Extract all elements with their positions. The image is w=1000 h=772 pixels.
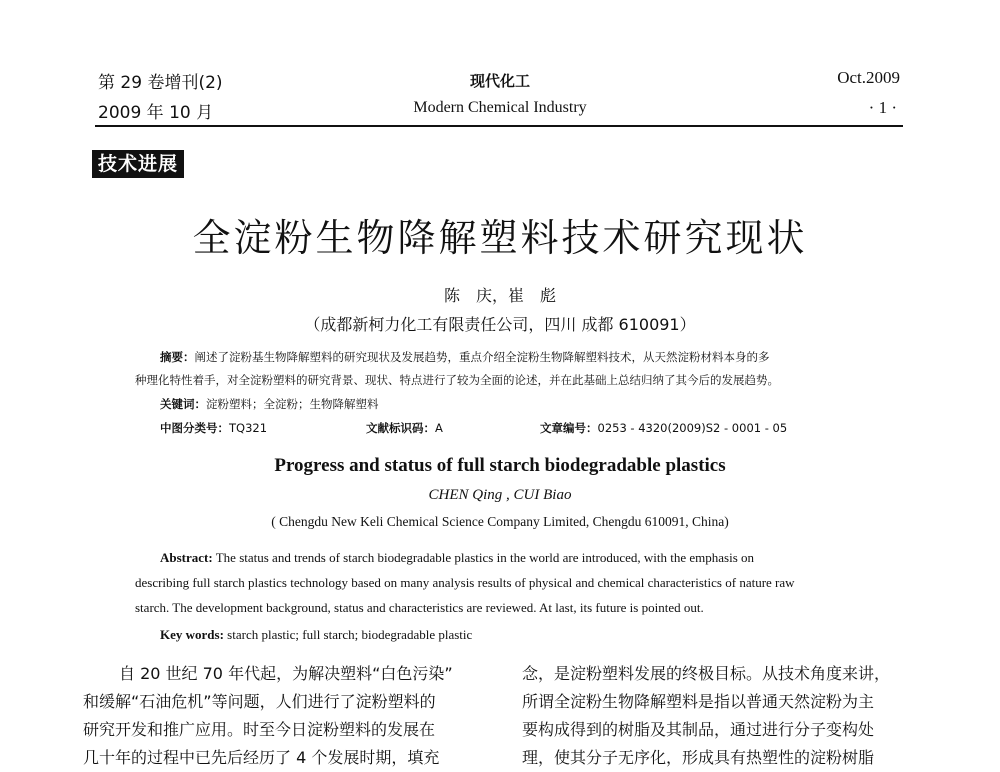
authors-cn: 陈 庆，崔 彪	[443, 286, 556, 305]
abstract-en-line1	[160, 550, 754, 566]
abstract-en-label: Abstract:	[160, 550, 213, 565]
paper-title-cn: 全淀粉生物降解塑料技术研究现状	[192, 216, 808, 260]
keywords-cn-value: 淀粉塑料；全淀粉；生物降解塑料	[206, 397, 379, 411]
body-left-line: 和缓解“石油危机”等问题，人们进行了淀粉塑料的	[83, 692, 436, 711]
abstract-cn-line1	[160, 349, 880, 365]
keywords-cn	[160, 396, 379, 412]
document-code	[366, 420, 443, 436]
authors-en: CHEN Qing , CUI Biao	[428, 487, 572, 503]
journal-date: 2009 年 10 月	[98, 103, 214, 123]
body-right-line: 要构成得到的树脂及其制品，通过进行分子变构处	[522, 720, 875, 739]
keywords-cn-label: 关键词：	[160, 397, 206, 411]
clc-label: 中图分类号：	[160, 421, 229, 435]
keywords-en-value: starch plastic; full starch; biodegradable plastic	[223, 627, 473, 642]
keywords-en	[160, 627, 472, 643]
article-number	[540, 420, 787, 436]
paper-title-en: Progress and status of full starch biodegradable plastics	[274, 455, 726, 476]
body-column-right	[522, 660, 927, 772]
affiliation-cn: （成都新柯力化工有限责任公司，四川 成都 610091）	[304, 315, 696, 334]
body-right-line: 理，使其分子无序化，形成具有热塑性的淀粉树脂	[522, 748, 875, 767]
abstract-en-line3: starch. The development background, status and characteristics are reviewed. At last, its future is pointed out.	[135, 600, 704, 615]
clc-value: TQ321	[229, 421, 268, 435]
doc-label: 文献标识码：	[366, 421, 435, 435]
journal-name-en: Modern Chemical Industry	[413, 99, 587, 116]
affiliation-en: ( Chengdu New Keli Chemical Science Company Limited, Chengdu 610091, China)	[271, 514, 729, 529]
section-badge: 技术进展	[92, 150, 184, 178]
article-label: 文章编号：	[540, 421, 598, 435]
abstract-cn-text1: 阐述了淀粉基生物降解塑料的研究现状及发展趋势，重点介绍全淀粉生物降解塑料技术，从天然淀粉材料本身的多	[194, 350, 770, 364]
abstract-en-line2: describing full starch plastics technology based on many analysis results of physical and chemical characteristics of nature raw	[135, 575, 795, 590]
journal-volume: 第 29 卷增刊(2)	[98, 73, 223, 93]
abstract-cn-line2: 种理化特性着手，对全淀粉塑料的研究背景、现状、特点进行了较为全面的论述，并在此基础上总结归纳了其今后的发展趋势。	[135, 373, 779, 387]
body-left-line: 自 20 世纪 70 年代起，为解决塑料“白色污染”	[119, 664, 453, 683]
journal-name-cn: 现代化工	[469, 72, 530, 90]
abstract-cn-label: 摘要：	[160, 350, 195, 364]
header-rule	[95, 125, 903, 127]
doc-value: A	[435, 421, 443, 435]
clc-number	[160, 420, 267, 436]
body-right-line: 所谓全淀粉生物降解塑料是指以普通天然淀粉为主	[522, 692, 875, 711]
body-column-left	[83, 660, 488, 772]
page-number: · 1 ·	[868, 98, 897, 117]
keywords-en-label: Key words:	[160, 627, 224, 642]
journal-month-en: Oct.2009	[837, 68, 900, 87]
body-right-line: 念，是淀粉塑料发展的终极目标。从技术角度来讲，	[522, 664, 891, 683]
body-left-line: 研究开发和推广应用。时至今日淀粉塑料的发展在	[83, 720, 436, 739]
article-value: 0253 - 4320(2009)S2 - 0001 - 05	[597, 421, 788, 435]
abstract-en-text1: The status and trends of starch biodegradable plastics in the world are introduced, with the emphasis on	[212, 550, 755, 565]
body-left-line: 几十年的过程中已先后经历了 4 个发展时期，填充	[83, 748, 440, 767]
